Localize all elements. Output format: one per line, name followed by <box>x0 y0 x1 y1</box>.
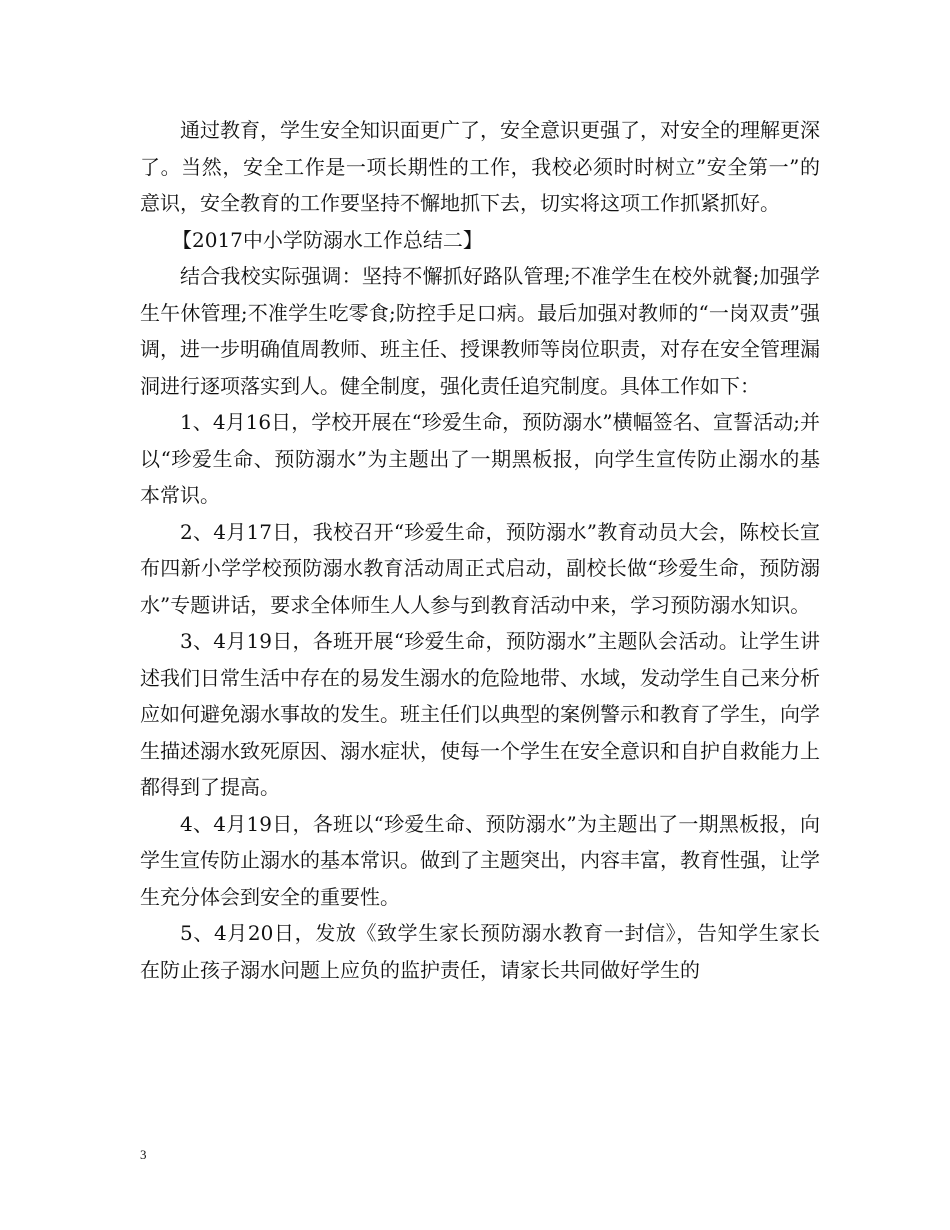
paragraph-item-3: 3、4月19日，各班开展“珍爱生命，预防溺水”主题队会活动。让学生讲述我们日常生活中存在的易发生溺水的危险地带、水域，发动学生自己来分析应如何避免溺水事故的发生。班主任们以典型的案例警示和教育了学生，向学生描述溺水致死原因、溺水症状，使每一个学生在安全意识和自护自救能力上都得到了提高。 <box>140 629 820 799</box>
section-heading: 【2017中小学防溺水工作总结二】 <box>172 227 483 252</box>
paragraph-summary: 结合我校实际强调：坚持不懈抓好路队管理;不准学生在校外就餐;加强学生午休管理;不准学生吃零食;防控手足口病。最后加强对教师的“一岗双责”强调，进一步明确值周教师、班主任、授课教师等岗位职责，对存在安全管理漏洞进行逐项落实到人。健全制度，强化责任追究制度。具体工作如下： <box>140 264 820 398</box>
paragraph-intro: 通过教育，学生安全知识面更广了，安全意识更强了，对安全的理解更深了。当然，安全工作是一项长期性的工作，我校必须时时树立”安全第一”的意识，安全教育的工作要坚持不懈地抓下去，切实将这项工作抓紧抓好。 <box>140 118 820 215</box>
paragraph-item-4: 4、4月19日，各班以“珍爱生命、预防溺水”为主题出了一期黑板报，向学生宣传防止溺水的基本常识。做到了主题突出，内容丰富，教育性强，让学生充分体会到安全的重要性。 <box>140 811 820 909</box>
document-body <box>140 112 820 988</box>
page-number: 3 <box>140 1147 147 1162</box>
paragraph-item-5: 5、4月20日，发放《致学生家长预防溺水教育一封信》，告知学生家长在防止孩子溺水问题上应负的监护责任，请家长共同做好学生的 <box>140 921 820 982</box>
paragraph-item-1: 1、4月16日，学校开展在“珍爱生命，预防溺水”横幅签名、宣誓活动;并以“珍爱生命、预防溺水”为主题出了一期黑板报，向学生宣传防止溺水的基本常识。 <box>140 410 820 507</box>
paragraph-item-2: 2、4月17日，我校召开“珍爱生命，预防溺水”教育动员大会，陈校长宣布四新小学学校预防溺水教育活动周正式启动，副校长做“珍爱生命，预防溺水”专题讲话，要求全体师生人人参与到教育活动中来，学习预防溺水知识。 <box>140 519 820 617</box>
